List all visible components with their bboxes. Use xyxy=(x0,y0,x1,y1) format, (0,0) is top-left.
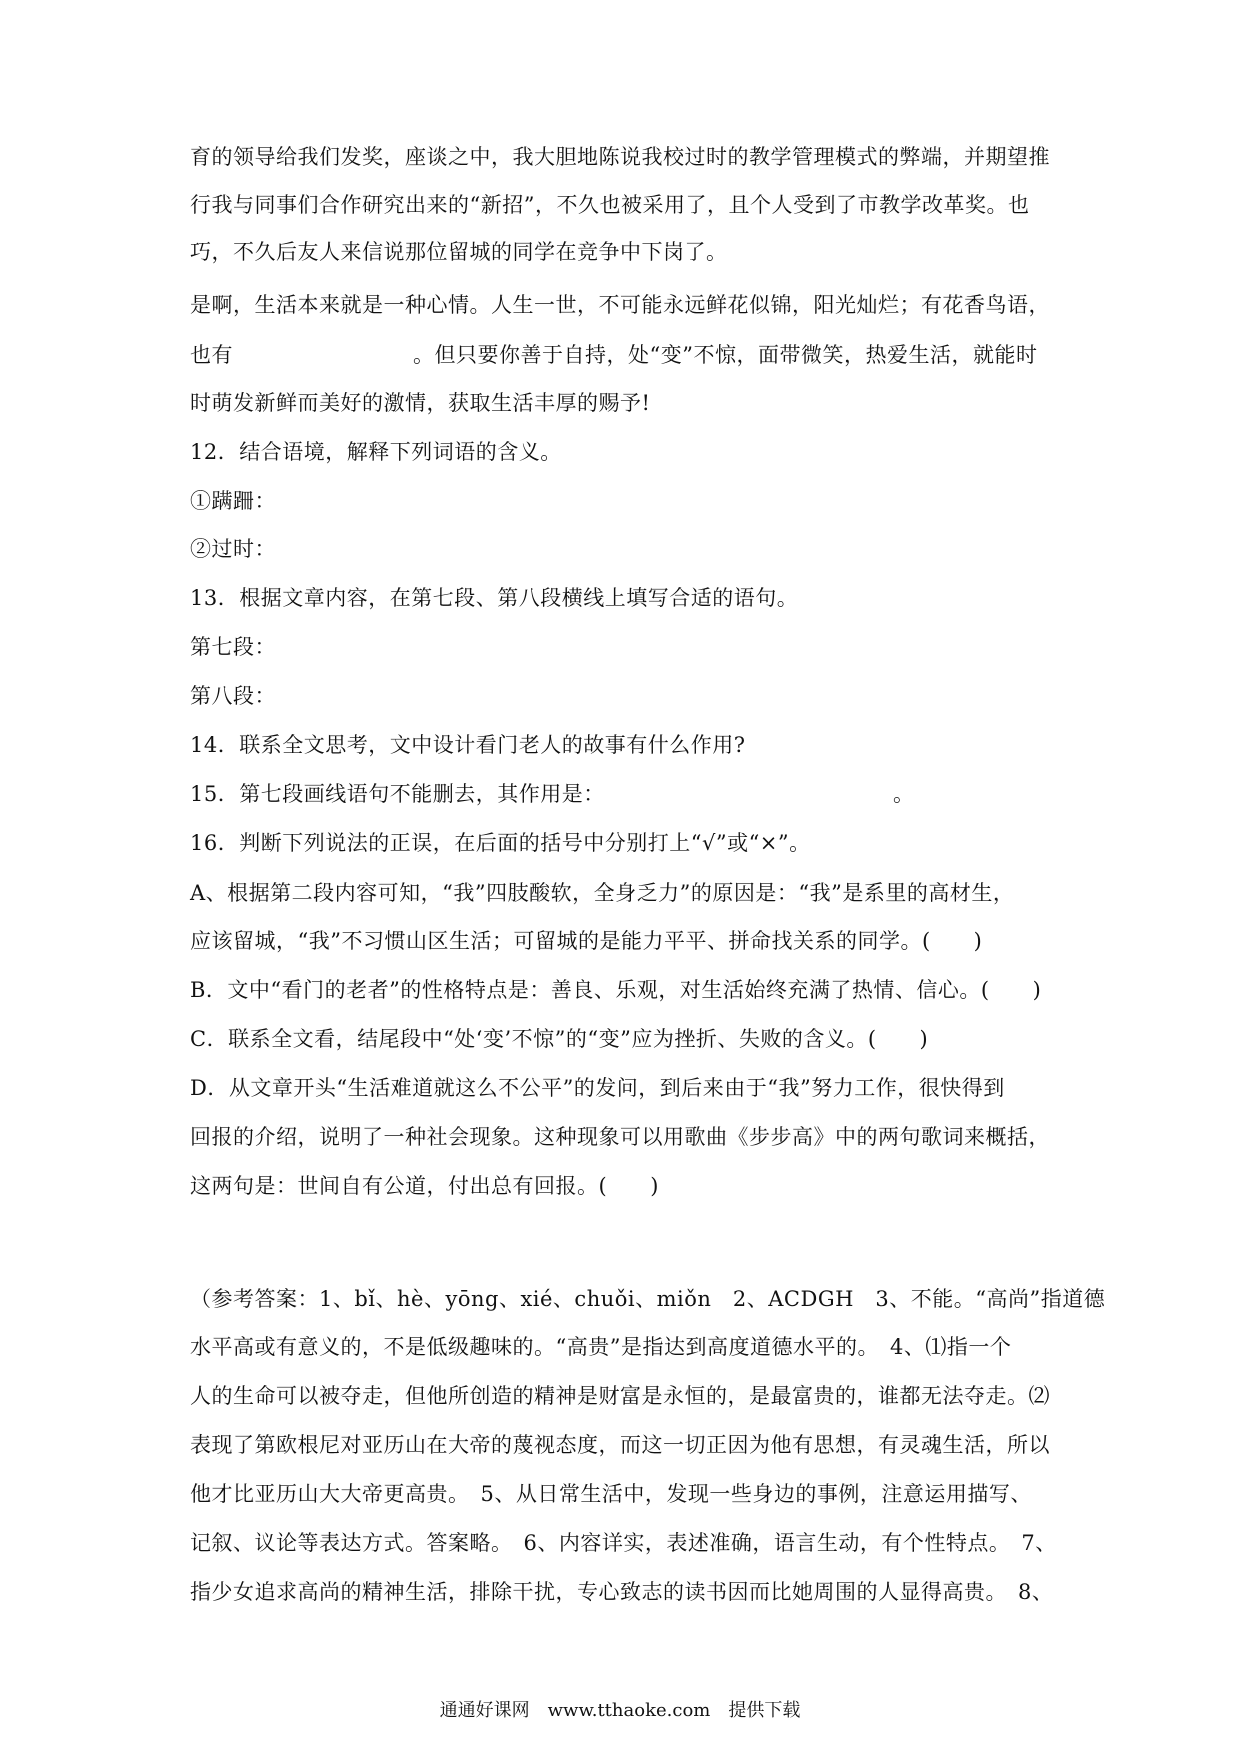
question-16-option-a: A、根据第二段内容可知，“我”四肢酸软，全身乏力”的原因是：“我”是系里的高材生， xyxy=(190,881,1015,905)
question-16-option-a-cont: 应该留城，“我”不习惯山区生活；可留城的是能力平平、拼命找关系的同学。( ) xyxy=(190,929,983,953)
question-12: 12．结合语境，解释下列词语的含义。 xyxy=(190,440,562,464)
passage-line: 是啊，生活本来就是一种心情。人生一世，不可能永远鲜花似锦，阳光灿烂；有花香鸟语， xyxy=(190,293,1050,317)
question-16-option-c: C．联系全文看，结尾段中“处‘变’不惊”的“变”应为挫折、失败的含义。( ) xyxy=(190,1027,929,1051)
answer-line: 水平高或有意义的，不是低级趣味的。“高贵”是指达到高度道德水平的。 4、⑴指一个 xyxy=(190,1335,1012,1359)
answer-line: 人的生命可以被夺走，但他所创造的精神是财富是永恒的，是最富贵的，谁都无法夺走。⑵ xyxy=(190,1384,1050,1408)
answer-line: 指少女追求高尚的精神生活，排除干扰，专心致志的读书因而比她周围的人显得高贵。 8、 xyxy=(190,1580,1054,1604)
question-16-option-d: D．从文章开头“生活难道就这么不公平”的发问，到后来由于“我”努力工作，很快得到 xyxy=(190,1076,1005,1100)
question-16: 16．判断下列说法的正误，在后面的括号中分别打上“√”或“×”。 xyxy=(190,831,811,855)
answer-line: 记叙、议论等表达方式。答案略。 6、内容详实，表述准确，语言生动，有个性特点。 7、 xyxy=(190,1531,1057,1555)
passage-line: 育的领导给我们发奖，座谈之中，我大胆地陈说我校过时的教学管理模式的弊端，并期望推 xyxy=(190,145,1050,169)
passage-line-with-blank xyxy=(190,340,1037,370)
passage-line: 行我与同事们合作研究出来的“新招”，不久也被采用了，且个人受到了市教学改革奖。也 xyxy=(190,193,1030,217)
answer-line: 他才比亚历山大大帝更高贵。 5、从日常生活中，发现一些身边的事例，注意运用描写、 xyxy=(190,1482,1032,1506)
page-footer: 通通好课网 www.tthaoke.com 提供下载 xyxy=(439,1700,801,1721)
passage-line: 巧，不久后友人来信说那位留城的同学在竞争中下岗了。 xyxy=(190,240,728,264)
question-13-item-b: 第八段： xyxy=(190,684,276,708)
question-13-item-a: 第七段： xyxy=(190,635,276,659)
question-16-option-d-cont: 这两句是：世间自有公道，付出总有回报。( ) xyxy=(190,1174,659,1198)
question-15-end: 。 xyxy=(893,782,915,806)
question-12-item-a: ①蹒跚： xyxy=(190,489,276,513)
question-16-option-b: B．文中“看门的老者”的性格特点是：善良、乐观，对生活始终充满了热情、信心。( ) xyxy=(190,978,1042,1002)
question-12-item-b: ②过时： xyxy=(190,537,276,561)
question-16-option-d-cont: 回报的介绍，说明了一种社会现象。这种现象可以用歌曲《步步高》中的两句歌词来概括， xyxy=(190,1125,1050,1149)
text-before-blank: 也有 xyxy=(190,343,233,367)
answer-line: 表现了第欧根尼对亚历山在大帝的蔑视态度，而这一切正因为他有思想，有灵魂生活，所以 xyxy=(190,1433,1050,1457)
question-14: 14．联系全文思考，文中设计看门老人的故事有什么作用? xyxy=(190,733,746,757)
question-13: 13．根据文章内容，在第七段、第八段横线上填写合适的语句。 xyxy=(190,586,799,610)
question-15: 15．第七段画线语句不能删去，其作用是： xyxy=(190,782,605,806)
passage-line: 时萌发新鲜而美好的激情，获取生活丰厚的赐予! xyxy=(190,391,651,415)
text-after-blank: 。但只要你善于自持，处“变”不惊，面带微笑，热爱生活，就能时 xyxy=(413,343,1038,367)
answer-line: （参考答案：1、bǐ、hè、yōng、xié、chuǒi、miǒn 2、ACDGH 3、不能。“高尚”指道德 xyxy=(190,1287,1106,1311)
